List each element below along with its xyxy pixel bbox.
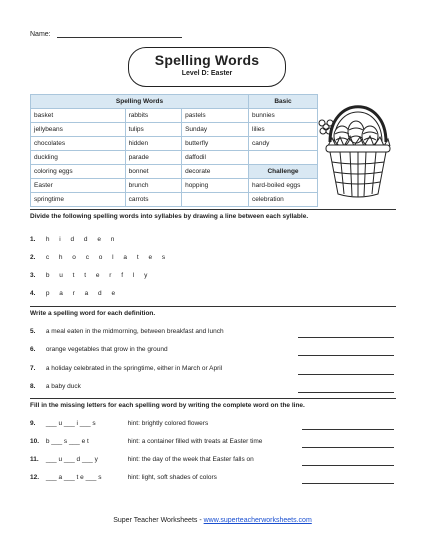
word-cell: coloring eggs: [31, 165, 126, 179]
item-number: 4.: [30, 290, 36, 297]
hint-text: hint: brightly colored flowers: [127, 420, 209, 427]
answer-line[interactable]: [302, 428, 394, 430]
word-cell: parade: [125, 151, 181, 165]
page-subtitle: Level D: Easter: [181, 70, 233, 77]
word-cell: celebration: [249, 193, 318, 207]
table-row: [31, 123, 318, 137]
word-cell: rabbits: [125, 109, 181, 123]
name-row: [30, 30, 182, 38]
syllable-word: b u t t e r f l y: [45, 272, 152, 279]
divider: [30, 306, 396, 307]
item-number: 6.: [30, 346, 36, 353]
item-number: 12.: [30, 474, 40, 481]
item-number: 7.: [30, 365, 36, 372]
word-cell: hopping: [182, 179, 249, 193]
item-number: 3.: [30, 272, 36, 279]
word-cell: bonnet: [125, 165, 181, 179]
letter-pattern: ___ u ___ i ___ s: [45, 420, 96, 427]
answer-line[interactable]: [298, 373, 394, 375]
item-number: 1.: [30, 236, 36, 243]
word-cell: springtime: [31, 193, 126, 207]
item-number: 10.: [30, 438, 40, 445]
definition-item: [30, 328, 224, 335]
section2-instruction: Write a spelling word for each definition.: [30, 310, 156, 317]
table-row: [31, 165, 318, 179]
item-number: 2.: [30, 254, 36, 261]
word-cell: Easter: [31, 179, 126, 193]
word-cell: brunch: [125, 179, 181, 193]
divider: [30, 398, 396, 399]
definition-item: [30, 365, 222, 372]
section3-instruction: Fill in the missing letters for each spelling word by writing the complete word on the line.: [30, 402, 305, 409]
answer-line[interactable]: [302, 482, 394, 484]
empty-cell: [249, 151, 318, 165]
word-cell: jellybeans: [31, 123, 126, 137]
letter-pattern: b ___ s ___ e t: [45, 438, 89, 445]
syllable-item: [30, 236, 118, 243]
table-row: [31, 179, 318, 193]
word-cell: decorate: [182, 165, 249, 179]
title-box: [128, 47, 286, 87]
page-title: Spelling Words: [154, 52, 260, 68]
answer-line[interactable]: [298, 336, 394, 338]
answer-line[interactable]: [302, 464, 394, 466]
missing-letters-item: [30, 438, 262, 445]
footer-text: Super Teacher Worksheets -: [113, 517, 204, 524]
letter-pattern: ___ u ___ d ___ y: [45, 456, 98, 463]
word-cell: hidden: [125, 137, 181, 151]
definition-item: [30, 383, 81, 390]
word-cell: candy: [249, 137, 318, 151]
word-cell: butterfly: [182, 137, 249, 151]
missing-letters-item: [30, 456, 254, 463]
footer-link[interactable]: www.superteacherworksheets.com: [203, 517, 312, 524]
answer-line[interactable]: [298, 354, 394, 356]
footer: [0, 517, 425, 524]
word-cell: hard-boiled eggs: [249, 179, 318, 193]
word-cell: chocolates: [31, 137, 126, 151]
word-cell: daffodil: [182, 151, 249, 165]
item-number: 8.: [30, 383, 36, 390]
easter-basket-illustration: [318, 90, 398, 202]
syllable-word: h i d d e n: [45, 236, 119, 243]
word-cell: carrots: [125, 193, 181, 207]
item-number: 5.: [30, 328, 36, 335]
word-cell: pastels: [182, 109, 249, 123]
definition-text: a holiday celebrated in the springtime, either in March or April: [45, 365, 223, 372]
basic-header: Basic: [249, 95, 318, 109]
syllable-item: [30, 290, 119, 297]
definition-text: a meal eaten in the midmorning, between breakfast and lunch: [45, 328, 224, 335]
definition-text: orange vegetables that grow in the ground: [45, 346, 168, 353]
syllable-item: [30, 254, 169, 261]
word-cell: tulips: [125, 123, 181, 137]
word-cell: Sunday: [182, 123, 249, 137]
hint-text: hint: the day of the week that Easter falls on: [127, 456, 254, 463]
definition-text: a baby duck: [45, 383, 81, 390]
table-row: [31, 109, 318, 123]
answer-line[interactable]: [298, 391, 394, 393]
syllable-word: p a r a d e: [45, 290, 120, 297]
syllable-word: c h o c o l a t e s: [45, 254, 170, 261]
spelling-words-header: Spelling Words: [31, 95, 249, 109]
challenge-header: Challenge: [249, 165, 318, 179]
syllable-item: [30, 272, 151, 279]
word-cell: duckling: [31, 151, 126, 165]
word-cell: bunnies: [249, 109, 318, 123]
word-table: [30, 94, 318, 207]
table-row: [31, 151, 318, 165]
definition-item: [30, 346, 168, 353]
word-cell: basket: [31, 109, 126, 123]
hint-text: hint: light, soft shades of colors: [127, 474, 217, 481]
name-line[interactable]: [57, 30, 182, 38]
letter-pattern: ___ a ___ t e ___ s: [45, 474, 102, 481]
table-row: [31, 193, 318, 207]
divider: [30, 209, 396, 210]
hint-text: hint: a container filled with treats at Easter time: [127, 438, 263, 445]
missing-letters-item: [30, 474, 217, 481]
name-label: Name:: [30, 31, 51, 38]
table-row: [31, 137, 318, 151]
empty-cell: [182, 193, 249, 207]
answer-line[interactable]: [302, 446, 394, 448]
word-cell: lilies: [249, 123, 318, 137]
item-number: 9.: [30, 420, 36, 427]
missing-letters-item: [30, 420, 208, 427]
item-number: 11.: [30, 456, 39, 463]
section1-instruction: Divide the following spelling words into syllables by drawing a line between each syllable.: [30, 213, 309, 220]
